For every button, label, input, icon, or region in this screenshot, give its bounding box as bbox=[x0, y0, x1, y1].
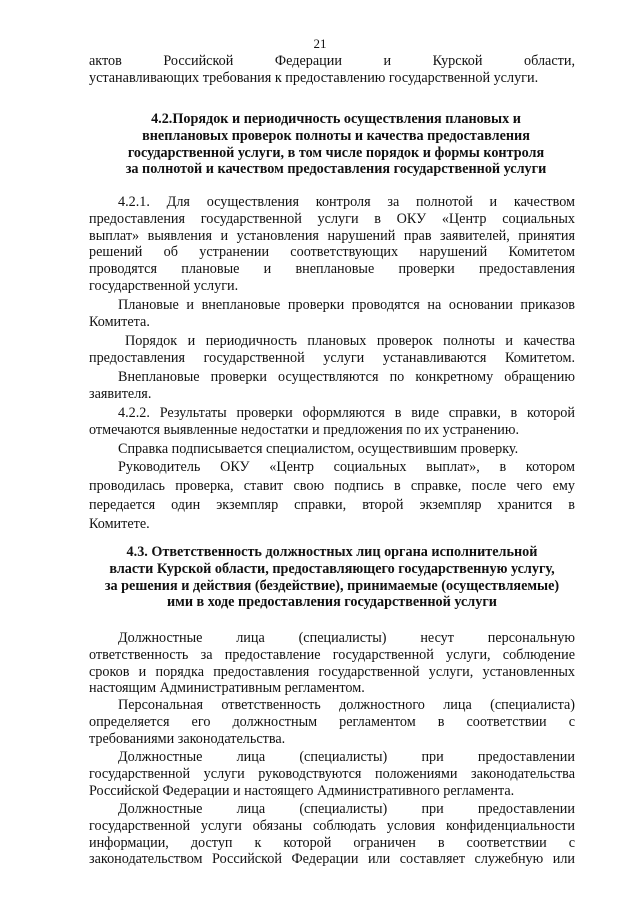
text-line: определяется его должностным регламентом в соответствии с bbox=[89, 713, 575, 730]
text-line: проводятся плановые и внеплановые проверки предоставления bbox=[89, 261, 575, 278]
text-line: настоящим Административным регламентом. bbox=[89, 680, 365, 697]
heading-line: за решения и действия (бездействие), принимаемые (осуществляемые) bbox=[104, 577, 560, 594]
heading-line: за полнотой и качеством предоставления государственной услуги bbox=[125, 161, 547, 178]
paragraph-responsibility-3 bbox=[89, 749, 575, 799]
text-line: государственной услуги. bbox=[89, 277, 239, 294]
text-line: актов Российской Федерации и Курской области, bbox=[89, 53, 575, 69]
text-line: Руководитель ОКУ «Центр социальных выплат», в котором bbox=[118, 459, 575, 475]
text-line: государственной услуги руководствуются положениями законодательства bbox=[89, 765, 575, 782]
text-line: законодательством Российской Федерации или составляет служебную или bbox=[89, 851, 575, 868]
text-line: 4.2.2. Результаты проверки оформляются в виде справки, в которой bbox=[118, 405, 575, 421]
heading-line: ими в ходе предоставления государственной услуги bbox=[167, 594, 497, 611]
text-line: отмечаются выявленные недостатки и предложения по их устранению. bbox=[89, 421, 520, 438]
text-line: Должностные лица (специалисты) при предоставлении bbox=[118, 749, 575, 765]
paragraph-4-2-2 bbox=[89, 405, 575, 439]
text-line: Должностные лица (специалисты) при предоставлении bbox=[118, 801, 575, 817]
text-line: Комитете. bbox=[89, 516, 150, 532]
text-line: Комитета. bbox=[89, 313, 150, 330]
text-line: Персональная ответственность должностного лица (специалиста) bbox=[118, 697, 575, 713]
text-line: устанавливающих требования к предоставлению государственной услуги. bbox=[89, 69, 539, 86]
section-heading-4-2 bbox=[96, 111, 576, 178]
text-line: государственной услуги обязаны соблюдать условия конфиденциальности bbox=[89, 817, 575, 834]
paragraph-unplanned bbox=[89, 369, 575, 403]
continued-paragraph bbox=[89, 53, 575, 87]
text-line: Порядок и периодичность плановых проверок полноты и качества bbox=[125, 333, 575, 349]
text-line: 4.2.1. Для осуществления контроля за полнотой и качеством bbox=[118, 194, 575, 210]
text-line: передается один экземпляр справки, второй экземпляр хранится в bbox=[89, 497, 575, 513]
paragraph-responsibility-4 bbox=[89, 801, 575, 868]
section-heading-4-3 bbox=[89, 544, 575, 611]
text-line: требованиями законодательства. bbox=[89, 730, 286, 747]
paragraph-4-2-1 bbox=[89, 194, 575, 295]
text-line: выплат» выявления и установления нарушений прав заявителей, принятия bbox=[89, 227, 575, 244]
paragraph-head bbox=[89, 459, 575, 533]
paragraph-responsibility-1 bbox=[89, 630, 575, 697]
paragraph-responsibility-2 bbox=[89, 697, 575, 747]
text-line: Плановые и внеплановые проверки проводятся на основании приказов bbox=[118, 297, 575, 313]
page-number: 21 bbox=[313, 36, 327, 51]
text-line: Российской Федерации и настоящего Административного регламента. bbox=[89, 782, 515, 799]
text-line: предоставления государственной услуги в ОКУ «Центр социальных bbox=[89, 210, 575, 227]
paragraph-signature bbox=[89, 441, 575, 458]
text-line: Внеплановые проверки осуществляются по конкретному обращению bbox=[118, 369, 575, 385]
text-line: Должностные лица (специалисты) несут персональную bbox=[118, 630, 575, 646]
heading-line: 4.2.Порядок и периодичность осуществления плановых и bbox=[151, 111, 521, 127]
text-line: ответственность за предоставление государственной услуги, соблюдение bbox=[89, 646, 575, 663]
heading-line: внеплановых проверок полноты и качества предоставления bbox=[142, 127, 530, 144]
text-line: заявителя. bbox=[89, 385, 152, 402]
heading-line: 4.3. Ответственность должностных лиц органа исполнительной bbox=[126, 544, 538, 560]
heading-line: власти Курской области, предоставляющего государственную услугу, bbox=[109, 560, 555, 577]
text-line: решений об устранении соответствующих нарушений Комитетом bbox=[89, 244, 575, 261]
text-line: информации, доступ к которой ограничен в соответствии с bbox=[89, 834, 575, 851]
paragraph-planned-checks bbox=[89, 297, 575, 331]
text-line: проводилась проверка, ставит свою подпись в справке, после чего ему bbox=[89, 478, 575, 494]
heading-line: государственной услуги, в том числе порядок и формы контроля bbox=[127, 144, 545, 161]
text-line: предоставления государственной услуги устанавливаются Комитетом. bbox=[89, 349, 575, 366]
paragraph-order bbox=[89, 333, 575, 367]
text-line: Справка подписывается специалистом, осуществившим проверку. bbox=[118, 441, 519, 457]
text-line: сроков и порядка предоставления государственной услуги, установленных bbox=[89, 663, 575, 680]
